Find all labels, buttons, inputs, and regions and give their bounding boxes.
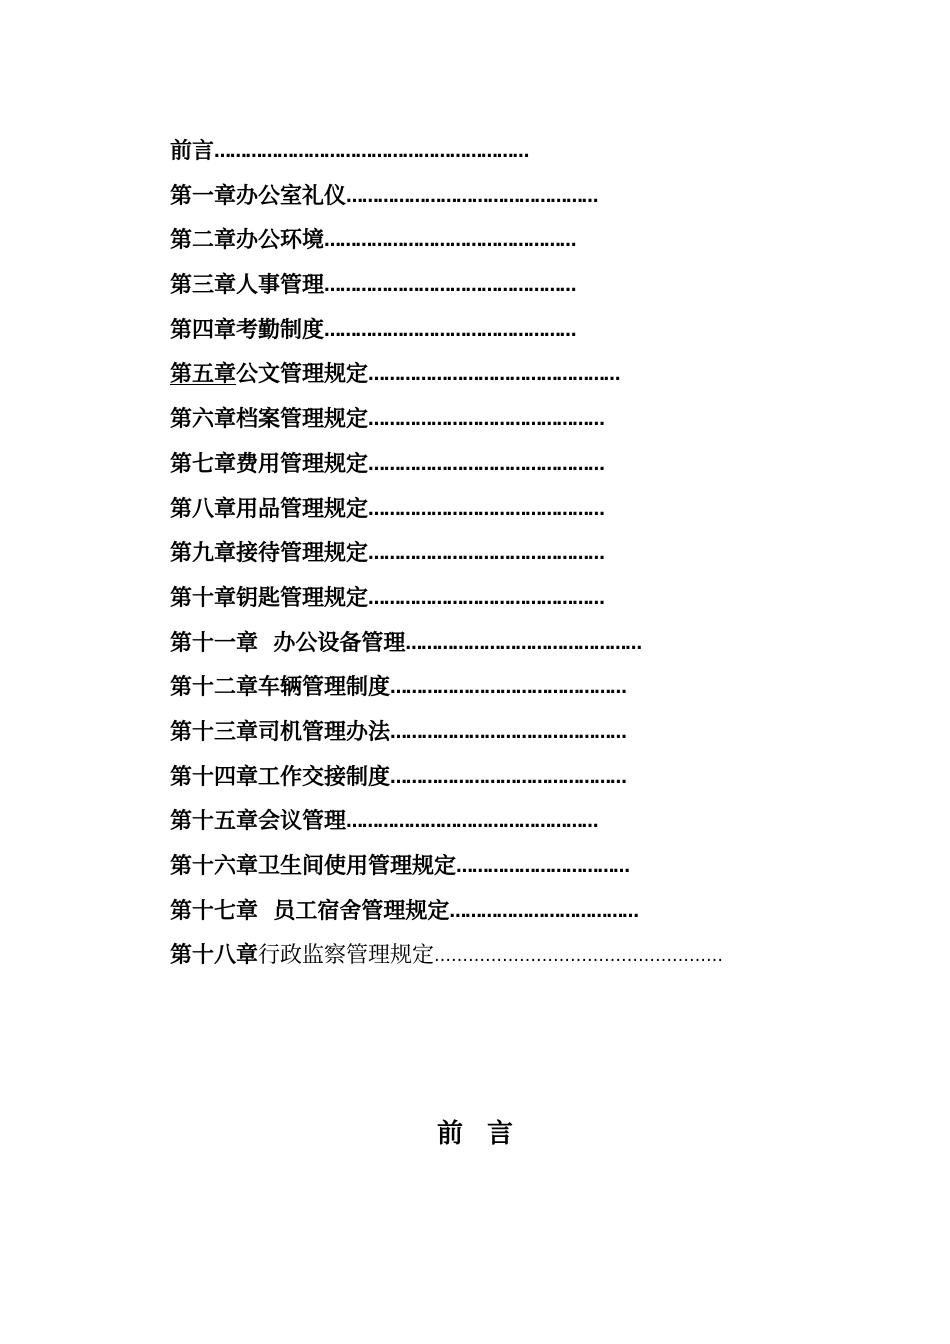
toc-leader-dots: ………………………………………	[368, 544, 604, 565]
toc-entry-chapter-13[interactable]	[170, 714, 810, 759]
toc-entry-chapter-2[interactable]	[170, 222, 810, 267]
preface-heading: 前言	[436, 1119, 537, 1149]
toc-leader-dots: ……………………………………………………	[214, 142, 529, 162]
toc-leader-dots: …………………………………………	[346, 812, 598, 833]
toc-entry-chapter-8[interactable]	[170, 491, 810, 536]
toc-entry-chapter-14[interactable]	[170, 759, 810, 804]
toc-entry-title: 第九章接待管理规定	[170, 541, 369, 567]
toc-entry-title: 第十章钥匙管理规定	[170, 585, 369, 611]
toc-leader-dots: ………………………………………	[390, 767, 626, 788]
toc-leader-dots: ………………………………………	[368, 499, 604, 520]
toc-leader-dots: ………………………………………	[390, 678, 626, 699]
toc-entry-title: 公文管理规定	[236, 362, 369, 388]
toc-leader-dots: ………………………………………	[390, 722, 626, 743]
toc-leader-dots: …………………………………………	[324, 231, 576, 252]
toc-entry-chapter-17[interactable]	[170, 893, 810, 938]
toc-entry-title: 第十四章工作交接制度	[170, 764, 391, 790]
toc-entry-title: 第八章用品管理规定	[170, 496, 369, 522]
toc-entry-chapter-15[interactable]	[170, 803, 810, 848]
toc-leader-dots: …………………………………………	[368, 365, 620, 386]
toc-entry-chapter-12[interactable]	[170, 669, 810, 714]
toc-entry-chapter-4[interactable]	[170, 312, 810, 357]
toc-entry-chapter-18[interactable]	[170, 937, 810, 982]
toc-entry-title: 第四章考勤制度	[170, 317, 325, 343]
toc-entry-title: 第十三章司机管理办法	[170, 719, 391, 745]
toc-leader-dots: ………………………………………	[368, 588, 604, 609]
toc-leader-dots: ……………………………………………	[434, 946, 724, 967]
toc-leader-dots: ………………………………………	[405, 633, 641, 654]
toc-entry-chapter-10[interactable]	[170, 580, 810, 625]
toc-leader-dots: ………………………………………	[368, 410, 604, 431]
toc-leader-dots: ……………………………	[456, 857, 629, 877]
toc-entry-chapter-5[interactable]	[170, 356, 810, 401]
toc-leader-dots: ………………………………………	[368, 454, 604, 475]
toc-entry-title: 第十六章卫生间使用管理规定	[170, 854, 457, 879]
toc-entry-preface[interactable]	[170, 133, 810, 178]
toc-entry-chapter-11[interactable]	[170, 625, 810, 670]
toc-entry-title-bold: 第十八章	[170, 943, 259, 969]
toc-leader-dots: …………………………………………	[346, 186, 598, 207]
toc-entry-title-underlined: 第五章	[170, 362, 237, 388]
toc-entry-title: 第十七章 员工宿舍管理规定	[170, 898, 450, 924]
toc-entry-chapter-7[interactable]	[170, 446, 810, 491]
toc-entry-chapter-9[interactable]	[170, 535, 810, 580]
toc-leader-dots: ………………………………	[449, 901, 638, 922]
toc-entry-chapter-6[interactable]	[170, 401, 810, 446]
table-of-contents	[170, 133, 810, 982]
toc-entry-title: 第二章办公环境	[170, 228, 325, 254]
toc-entry-title: 第三章人事管理	[170, 273, 325, 299]
toc-entry-title: 第十五章会议管理	[170, 809, 347, 835]
toc-entry-title: 第十二章车辆管理制度	[170, 675, 391, 701]
toc-leader-dots: …………………………………………	[324, 276, 576, 297]
toc-entry-title: 第六章档案管理规定	[170, 407, 369, 433]
toc-entry-title: 第十一章 办公设备管理	[170, 630, 406, 656]
toc-entry-title: 第一章办公室礼仪	[170, 183, 347, 209]
toc-entry-chapter-1[interactable]	[170, 178, 810, 223]
toc-entry-title: 前言	[170, 139, 215, 164]
toc-entry-chapter-16[interactable]	[170, 848, 810, 893]
toc-leader-dots: …………………………………………	[324, 320, 576, 341]
toc-entry-chapter-3[interactable]	[170, 267, 810, 312]
toc-entry-title: 第七章费用管理规定	[170, 451, 369, 477]
toc-entry-title: 行政监察管理规定	[258, 943, 435, 969]
